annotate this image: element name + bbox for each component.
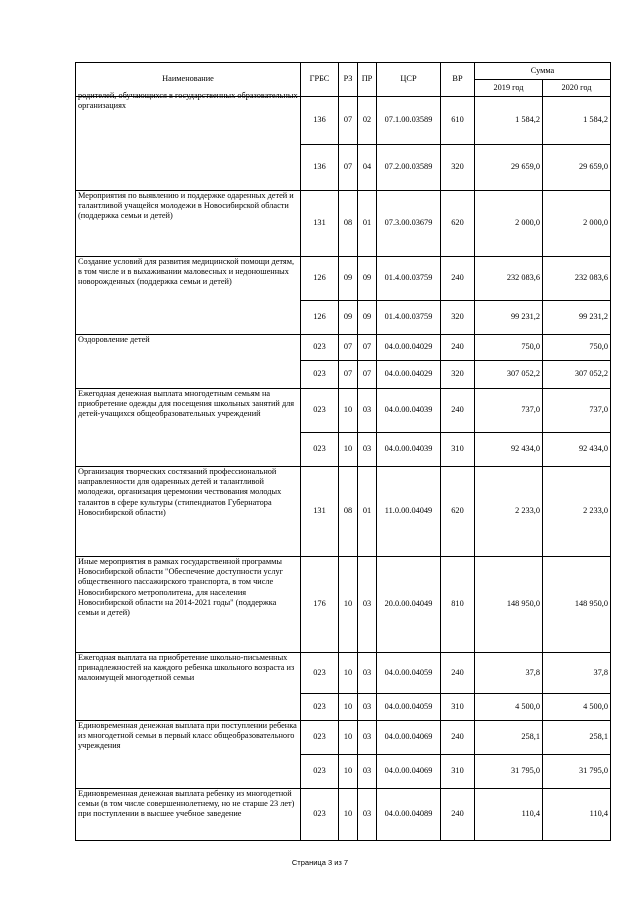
cell-vr: 810 bbox=[441, 557, 475, 653]
cell-csr: 07.1.00.03589 bbox=[377, 97, 441, 145]
cell-vr: 310 bbox=[441, 433, 475, 467]
cell-vr: 620 bbox=[441, 191, 475, 257]
cell-rz: 09 bbox=[339, 301, 358, 335]
cell-v2019: 4 500,0 bbox=[475, 694, 543, 721]
cell-csr: 11.0.00.04049 bbox=[377, 467, 441, 557]
cell-vr: 240 bbox=[441, 653, 475, 694]
cell-v2019: 37,8 bbox=[475, 653, 543, 694]
cell-csr: 04.0.00.04069 bbox=[377, 755, 441, 789]
header-2020: 2020 год bbox=[543, 80, 611, 97]
header-name: Наименование bbox=[76, 63, 301, 97]
cell-grbs: 023 bbox=[301, 433, 339, 467]
cell-csr: 07.3.00.03679 bbox=[377, 191, 441, 257]
cell-v2019: 99 231,2 bbox=[475, 301, 543, 335]
cell-v2019: 110,4 bbox=[475, 789, 543, 841]
cell-rz: 10 bbox=[339, 789, 358, 841]
cell-pr: 04 bbox=[358, 145, 377, 191]
cell-v2020: 307 052,2 bbox=[543, 361, 611, 389]
cell-v2020: 110,4 bbox=[543, 789, 611, 841]
header-2019: 2019 год bbox=[475, 80, 543, 97]
cell-pr: 01 bbox=[358, 191, 377, 257]
cell-vr: 240 bbox=[441, 789, 475, 841]
cell-csr: 04.0.00.04089 bbox=[377, 789, 441, 841]
cell-v2019: 31 795,0 bbox=[475, 755, 543, 789]
cell-grbs: 136 bbox=[301, 145, 339, 191]
cell-vr: 310 bbox=[441, 694, 475, 721]
cell-vr: 610 bbox=[441, 97, 475, 145]
budget-table bbox=[75, 62, 611, 841]
cell-rz: 10 bbox=[339, 755, 358, 789]
cell-rz: 10 bbox=[339, 694, 358, 721]
cell-vr: 310 bbox=[441, 755, 475, 789]
cell-csr: 04.0.00.04069 bbox=[377, 721, 441, 755]
cell-grbs: 023 bbox=[301, 653, 339, 694]
cell-csr: 04.0.00.04039 bbox=[377, 389, 441, 433]
cell-grbs: 023 bbox=[301, 721, 339, 755]
table-row bbox=[76, 257, 611, 301]
cell-v2019: 1 584,2 bbox=[475, 97, 543, 145]
cell-rz: 07 bbox=[339, 361, 358, 389]
cell-vr: 320 bbox=[441, 301, 475, 335]
cell-grbs: 131 bbox=[301, 191, 339, 257]
cell-pr: 03 bbox=[358, 789, 377, 841]
cell-csr: 04.0.00.04059 bbox=[377, 653, 441, 694]
header-pr: ПР bbox=[358, 63, 377, 97]
header-grbs: ГРБС bbox=[301, 63, 339, 97]
item-name: Ежегодная выплата на приобретение школьно-письменных принадлежностей на каждого ребенка школьного возраста из малоимущей многодетной семьи bbox=[78, 653, 295, 683]
cell-v2020: 148 950,0 bbox=[543, 557, 611, 653]
cell-rz: 10 bbox=[339, 389, 358, 433]
item-name-cell bbox=[76, 721, 301, 789]
cell-v2020: 31 795,0 bbox=[543, 755, 611, 789]
cell-grbs: 023 bbox=[301, 755, 339, 789]
header-vr: ВР bbox=[441, 63, 475, 97]
cell-rz: 07 bbox=[339, 97, 358, 145]
cell-v2019: 2 233,0 bbox=[475, 467, 543, 557]
cell-v2019: 258,1 bbox=[475, 721, 543, 755]
cell-vr: 320 bbox=[441, 145, 475, 191]
cell-v2020: 2 233,0 bbox=[543, 467, 611, 557]
cell-grbs: 136 bbox=[301, 97, 339, 145]
cell-csr: 04.0.00.04039 bbox=[377, 433, 441, 467]
table-row bbox=[76, 557, 611, 653]
cell-v2019: 148 950,0 bbox=[475, 557, 543, 653]
item-name: Мероприятия по выявлению и поддержке одаренных детей и талантливой учащейся молодежи в Новосибирской области (поддержка семьи и детей) bbox=[78, 191, 294, 221]
cell-pr: 09 bbox=[358, 257, 377, 301]
cell-rz: 07 bbox=[339, 335, 358, 361]
cell-rz: 10 bbox=[339, 557, 358, 653]
cell-vr: 240 bbox=[441, 335, 475, 361]
item-name: родителей, обучающихся в государственных образовательных организациях bbox=[78, 91, 298, 111]
item-name-cell bbox=[76, 191, 301, 257]
cell-grbs: 176 bbox=[301, 557, 339, 653]
cell-pr: 07 bbox=[358, 361, 377, 389]
cell-rz: 10 bbox=[339, 653, 358, 694]
cell-csr: 01.4.00.03759 bbox=[377, 301, 441, 335]
table-row bbox=[76, 191, 611, 257]
table-row bbox=[76, 653, 611, 694]
item-name: Оздоровление детей bbox=[78, 335, 150, 344]
table-row bbox=[76, 335, 611, 361]
item-name-cell bbox=[76, 557, 301, 653]
cell-v2019: 307 052,2 bbox=[475, 361, 543, 389]
item-name: Ежегодная денежная выплата многодетным семьям на приобретение одежды для посещения школьных занятий для детей-учащихся общеобразовательных учреждений bbox=[78, 389, 295, 419]
cell-csr: 20.0.00.04049 bbox=[377, 557, 441, 653]
page-footer: Страница 3 из 7 bbox=[291, 858, 349, 867]
cell-vr: 620 bbox=[441, 467, 475, 557]
item-name: Создание условий для развития медицинской помощи детям, в том числе и в выхаживании маловесных и недоношенных новорожденных (поддержка семьи и детей) bbox=[78, 257, 295, 287]
item-name: Организация творческих состязаний профессиональной направленности для одаренных детей и талантливой молодежи, организация церемонии чествования молодых талантов в сфере культуры (стипендиатов Губернатора Новосибирской области) bbox=[78, 467, 282, 517]
cell-pr: 09 bbox=[358, 301, 377, 335]
cell-vr: 240 bbox=[441, 257, 475, 301]
cell-rz: 08 bbox=[339, 467, 358, 557]
table-row bbox=[76, 721, 611, 755]
header-csr: ЦСР bbox=[377, 63, 441, 97]
cell-grbs: 131 bbox=[301, 467, 339, 557]
cell-pr: 03 bbox=[358, 721, 377, 755]
cell-v2019: 737,0 bbox=[475, 389, 543, 433]
cell-pr: 07 bbox=[358, 335, 377, 361]
item-name-cell bbox=[76, 335, 301, 389]
cell-pr: 03 bbox=[358, 557, 377, 653]
table-row bbox=[76, 389, 611, 433]
cell-v2019: 29 659,0 bbox=[475, 145, 543, 191]
cell-csr: 01.4.00.03759 bbox=[377, 257, 441, 301]
cell-csr: 04.0.00.04059 bbox=[377, 694, 441, 721]
cell-v2020: 1 584,2 bbox=[543, 97, 611, 145]
cell-csr: 04.0.00.04029 bbox=[377, 361, 441, 389]
item-name-cell bbox=[76, 257, 301, 335]
cell-grbs: 023 bbox=[301, 694, 339, 721]
cell-pr: 03 bbox=[358, 755, 377, 789]
cell-rz: 10 bbox=[339, 721, 358, 755]
cell-v2020: 258,1 bbox=[543, 721, 611, 755]
item-name: Иные мероприятия в рамках государственной программы Новосибирской области "Обеспечение доступности услуг общественного пассажирского транспорта, в том числе Новосибирского метрополитена, для населения Новосибирской области на 2014-2021 годы" (поддержка семьи и детей) bbox=[78, 557, 284, 618]
item-name-cell bbox=[76, 467, 301, 557]
item-name-cell bbox=[76, 653, 301, 721]
cell-grbs: 023 bbox=[301, 361, 339, 389]
cell-vr: 240 bbox=[441, 389, 475, 433]
cell-vr: 240 bbox=[441, 721, 475, 755]
cell-pr: 03 bbox=[358, 433, 377, 467]
cell-pr: 03 bbox=[358, 694, 377, 721]
cell-grbs: 023 bbox=[301, 389, 339, 433]
item-name: Единовременная денежная выплата при поступлении ребенка из многодетной семьи в первый класс общеобразовательного учреждения bbox=[78, 721, 297, 751]
cell-v2020: 2 000,0 bbox=[543, 191, 611, 257]
cell-grbs: 126 bbox=[301, 257, 339, 301]
cell-rz: 09 bbox=[339, 257, 358, 301]
cell-grbs: 023 bbox=[301, 789, 339, 841]
cell-pr: 03 bbox=[358, 653, 377, 694]
cell-pr: 02 bbox=[358, 97, 377, 145]
cell-grbs: 023 bbox=[301, 335, 339, 361]
cell-pr: 01 bbox=[358, 467, 377, 557]
item-name: Единовременная денежная выплата ребенку из многодетной семьи (в том числе совершеннолетнему, но не старше 23 лет) при поступлении в высшее учебное заведение bbox=[78, 789, 295, 819]
cell-rz: 07 bbox=[339, 145, 358, 191]
item-name-cell bbox=[76, 389, 301, 467]
cell-pr: 03 bbox=[358, 389, 377, 433]
cell-vr: 320 bbox=[441, 361, 475, 389]
cell-v2020: 99 231,2 bbox=[543, 301, 611, 335]
table-body bbox=[76, 91, 611, 841]
cell-csr: 07.2.00.03589 bbox=[377, 145, 441, 191]
header-sum: Сумма bbox=[475, 63, 611, 80]
cell-v2020: 92 434,0 bbox=[543, 433, 611, 467]
cell-rz: 08 bbox=[339, 191, 358, 257]
header-rz: РЗ bbox=[339, 63, 358, 97]
cell-v2019: 750,0 bbox=[475, 335, 543, 361]
cell-v2020: 737,0 bbox=[543, 389, 611, 433]
cell-v2020: 232 083,6 bbox=[543, 257, 611, 301]
cell-grbs: 126 bbox=[301, 301, 339, 335]
item-name-cell bbox=[76, 789, 301, 841]
table-row bbox=[76, 789, 611, 841]
cell-v2020: 29 659,0 bbox=[543, 145, 611, 191]
cell-v2019: 92 434,0 bbox=[475, 433, 543, 467]
table-row bbox=[76, 97, 611, 145]
table-row bbox=[76, 467, 611, 557]
cell-v2020: 4 500,0 bbox=[543, 694, 611, 721]
item-name-cell bbox=[76, 91, 301, 191]
cell-v2020: 37,8 bbox=[543, 653, 611, 694]
cell-v2019: 2 000,0 bbox=[475, 191, 543, 257]
cell-v2019: 232 083,6 bbox=[475, 257, 543, 301]
cell-rz: 10 bbox=[339, 433, 358, 467]
cell-csr: 04.0.00.04029 bbox=[377, 335, 441, 361]
cell-v2020: 750,0 bbox=[543, 335, 611, 361]
